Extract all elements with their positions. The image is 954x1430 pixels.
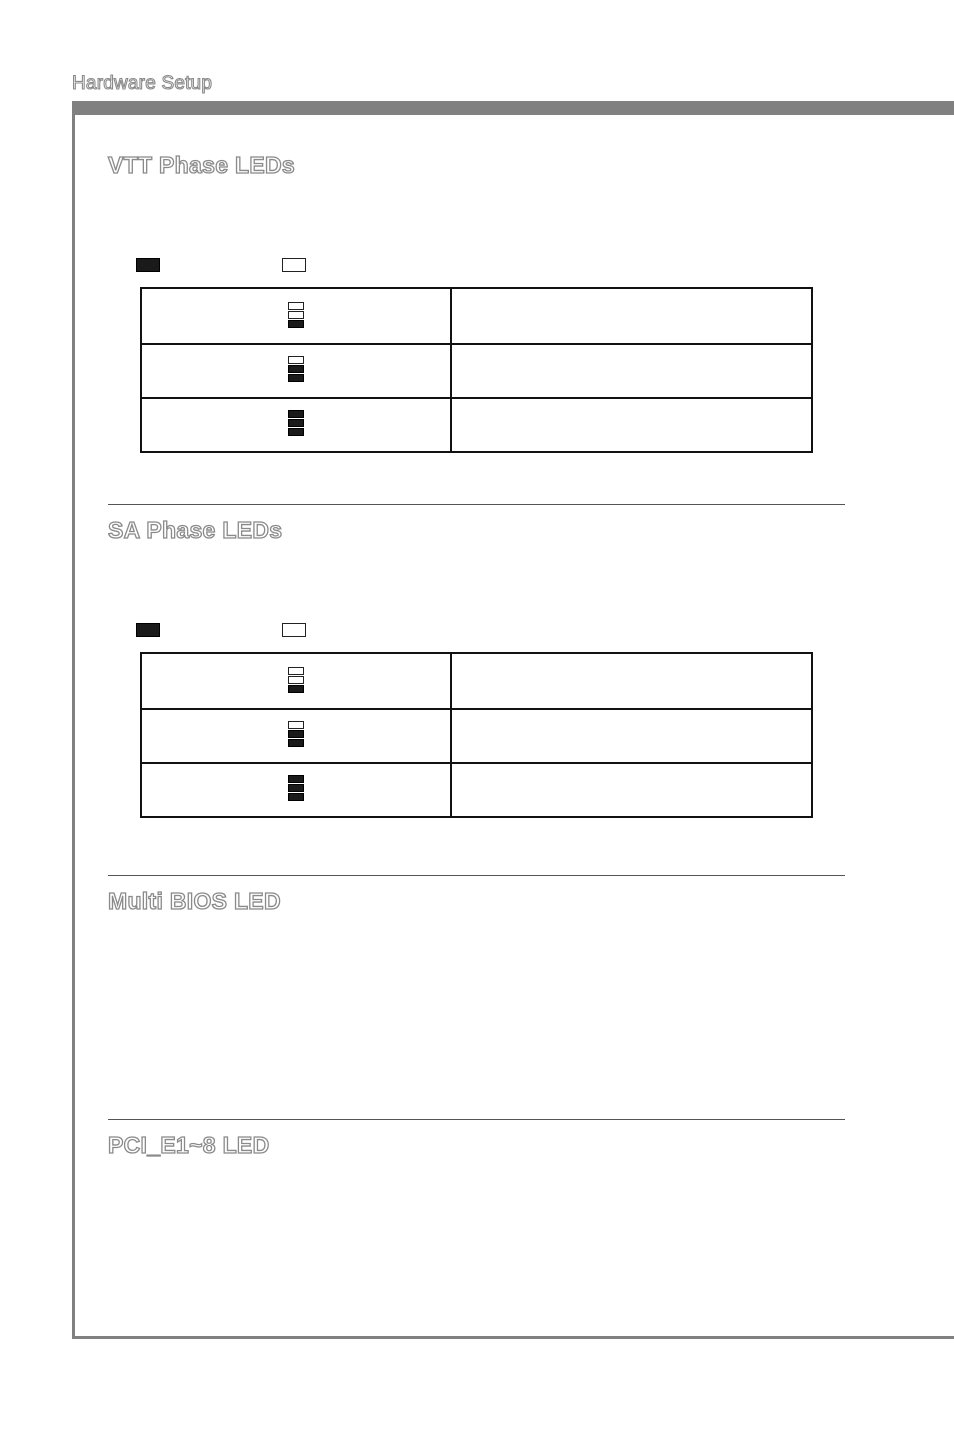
led-on-indicator — [288, 685, 304, 693]
section-heading-multi-bios: Multi BIOS LED — [108, 888, 281, 914]
table-row — [142, 762, 811, 818]
led-off-indicator — [288, 721, 304, 729]
section-heading-pcie: PCI_E1~8 LED — [108, 1132, 270, 1158]
table-row — [142, 343, 811, 399]
led-on-indicator — [288, 784, 304, 792]
table-row — [142, 708, 811, 764]
header-bar — [72, 101, 954, 115]
led-stack — [288, 356, 304, 383]
led-on-indicator — [288, 730, 304, 738]
led-on-indicator — [288, 419, 304, 427]
led-stack — [288, 410, 304, 437]
section-divider — [108, 1119, 845, 1120]
left-margin-rule — [72, 101, 75, 1339]
led-off-indicator — [288, 667, 304, 675]
vtt-led-table — [140, 287, 813, 453]
led-on-indicator — [288, 775, 304, 783]
running-head: Hardware Setup — [72, 73, 213, 94]
led-on-indicator — [288, 365, 304, 373]
legend-led-off — [282, 623, 306, 637]
led-stack — [288, 302, 304, 329]
led-on-indicator — [288, 320, 304, 328]
bottom-rule — [72, 1336, 954, 1339]
led-off-indicator — [288, 356, 304, 364]
legend-led-on — [136, 258, 160, 272]
led-on-indicator — [288, 410, 304, 418]
legend-led-off — [282, 258, 306, 272]
legend-led-on — [136, 623, 160, 637]
led-off-indicator — [288, 302, 304, 310]
section-divider — [108, 875, 845, 876]
section-divider — [108, 504, 845, 505]
table-row — [142, 654, 811, 708]
section-heading-sa: SA Phase LEDs — [108, 517, 283, 543]
led-stack — [288, 775, 304, 802]
led-on-indicator — [288, 739, 304, 747]
led-on-indicator — [288, 374, 304, 382]
led-on-indicator — [288, 428, 304, 436]
led-off-indicator — [288, 676, 304, 684]
table-row — [142, 289, 811, 343]
led-off-indicator — [288, 311, 304, 319]
section-heading-vtt: VTT Phase LEDs — [108, 152, 295, 178]
led-stack — [288, 721, 304, 748]
led-on-indicator — [288, 793, 304, 801]
sa-led-table — [140, 652, 813, 818]
table-row — [142, 397, 811, 453]
led-stack — [288, 667, 304, 694]
